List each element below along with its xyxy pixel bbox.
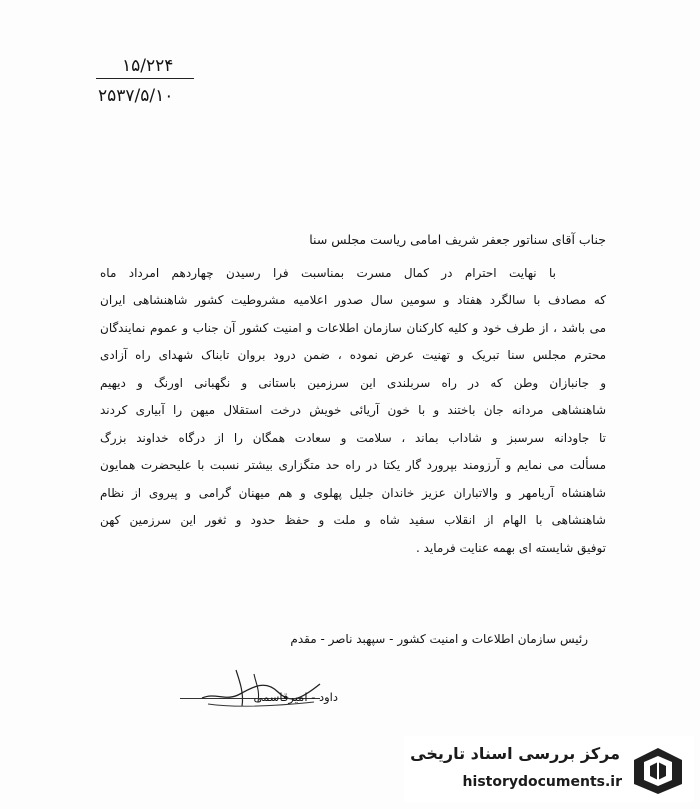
archive-watermark (404, 736, 694, 802)
reference-divider (96, 78, 194, 79)
watermark-url: historydocuments.ir (462, 774, 622, 790)
reference-date: ۲۵۳۷/۵/۱۰ (98, 86, 174, 106)
body-line: شاهنشاهی مردانه جان باختند و با خون آریائی خویش درخت استقلال میهن را آبیاری کردند (100, 403, 606, 417)
signatory-title: رئیس سازمان اطلاعات و امنیت کشور - سپهبد ناصر - مقدم (290, 632, 588, 646)
body-line: محترم مجلس سنا تبریک و تهنیت عرض نموده ، ضمن درود بروان تابناک شهدای راه آزادی (100, 348, 606, 362)
signatory-name: داود - امیرقاسمی (253, 690, 338, 704)
salutation: با نهایت احترام در کمال مسرت بمناسبت فرا رسیدن چهاردهم امرداد ماه (100, 265, 556, 280)
letter-body (100, 226, 606, 562)
body-line: توفیق شایسته ای بهمه عنایت فرماید . (415, 540, 606, 555)
body-line: می باشد ، از طرف خود و کلیه کارکنان سازمان اطلاعات و امنیت کشور آن جناب و عموم نمایندگان (100, 320, 606, 335)
handwritten-signature (196, 662, 326, 712)
addressee: جناب آقای سناتور جعفر شریف امامی ریاست مجلس سنا (309, 232, 606, 247)
body-line: شاهنشاه آریامهر و والاتباران عزیز خاندان جلیل پهلوی و هم میهنان گرامی و پیروی از نظام (100, 485, 606, 500)
archive-logo-icon (630, 744, 686, 796)
body-line: و جانبازان وطن که در راه سربلندی این سرزمین باستانی و نگهبانی اورنگ و دیهیم (100, 375, 606, 390)
body-line: تا جاودانه سرسبز و شاداب بماند ، سلامت و سعادت همگان را از درگاه خداوند بزرگ (100, 430, 606, 445)
body-line: که مصادف با سالگرد هفتاد و سومین سال صدور اعلامیه مشروطیت کشور شاهنشاهی ایران (100, 293, 606, 307)
watermark-title: مرکز بررسی اسناد تاریخی (410, 744, 620, 763)
body-line: مسألت می نمایم و آرزومند بپرورد گار یکتا در راه حد متگزاری بیشتر نسبت با علیحضرت همایون (100, 458, 606, 472)
body-line: شاهنشاهی با الهام از انقلاب سفید شاه و ملت و حفظ حدود و ثغور این سرزمین کهن (100, 513, 606, 527)
reference-number: ۱۵/۲۲۴ (122, 56, 174, 76)
